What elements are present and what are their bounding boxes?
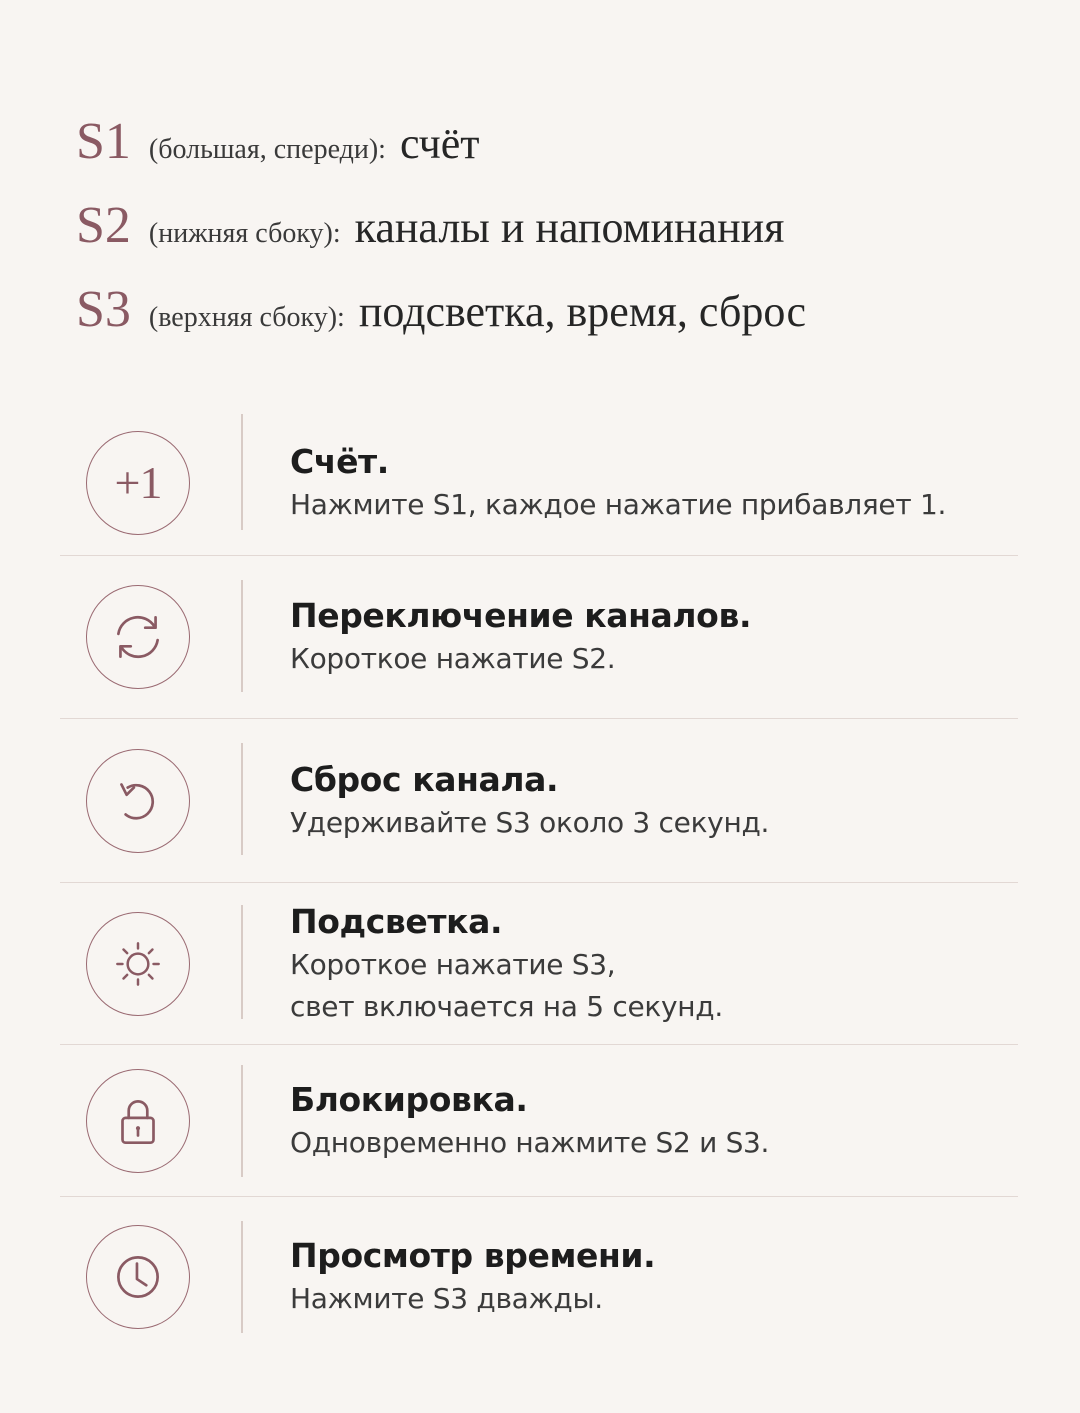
vertical-divider: [241, 905, 243, 1019]
legend-key: S1: [76, 113, 131, 170]
feature-time-view: [60, 1197, 1018, 1357]
legend-function: подсветка, время, сброс: [358, 287, 806, 336]
legend-note: (нижняя сбоку):: [148, 218, 341, 249]
button-legend: [76, 112, 1036, 364]
vertical-divider: [241, 1065, 243, 1177]
lock-icon: [86, 1069, 190, 1173]
reset-icon: [86, 749, 190, 853]
feature-desc: Короткое нажатие S2.: [290, 642, 616, 675]
legend-row-s3: [76, 280, 1036, 364]
legend-function: каналы и напоминания: [354, 203, 785, 252]
feature-title: Просмотр времени.: [290, 1236, 656, 1275]
feature-title: Переключение каналов.: [290, 596, 752, 635]
feature-desc: Нажмите S1, каждое нажатие прибавляет 1.: [290, 487, 947, 521]
sun-icon: [86, 912, 190, 1016]
feature-title: Сброс канала.: [290, 759, 559, 799]
feature-title: Блокировка.: [290, 1079, 528, 1119]
feature-desc: Удерживайте S3 около 3 секунд.: [290, 805, 770, 839]
plus-one-label: +1: [114, 457, 162, 508]
feature-desc: Короткое нажатие S3,: [290, 947, 616, 981]
feature-title: Счёт.: [290, 441, 389, 481]
feature-title: Подсветка.: [290, 901, 503, 941]
feature-backlight: [60, 883, 1018, 1045]
feature-channel-reset: [60, 719, 1018, 883]
vertical-divider: [241, 580, 243, 692]
feature-desc: Нажмите S3 дважды.: [290, 1282, 603, 1315]
vertical-divider: [241, 743, 243, 855]
plus-one-icon: [86, 431, 190, 535]
clock-icon: [86, 1225, 190, 1329]
legend-function: счёт: [399, 119, 480, 168]
legend-note: (большая, спереди):: [148, 134, 386, 165]
vertical-divider: [241, 1221, 243, 1333]
legend-row-s2: [76, 196, 1036, 280]
vertical-divider: [241, 414, 243, 530]
feature-desc: свет включается на 5 секунд.: [290, 989, 723, 1023]
legend-key: S2: [76, 197, 131, 254]
feature-channel-switch: [60, 556, 1018, 719]
feature-list: [60, 410, 1018, 1357]
legend-row-s1: [76, 112, 1036, 196]
channel-switch-icon: [86, 585, 190, 689]
legend-note: (верхняя сбоку):: [148, 302, 345, 333]
legend-key: S3: [76, 281, 131, 338]
feature-lock: [60, 1045, 1018, 1197]
feature-count: [60, 410, 1018, 556]
feature-desc: Одновременно нажмите S2 и S3.: [290, 1125, 770, 1159]
